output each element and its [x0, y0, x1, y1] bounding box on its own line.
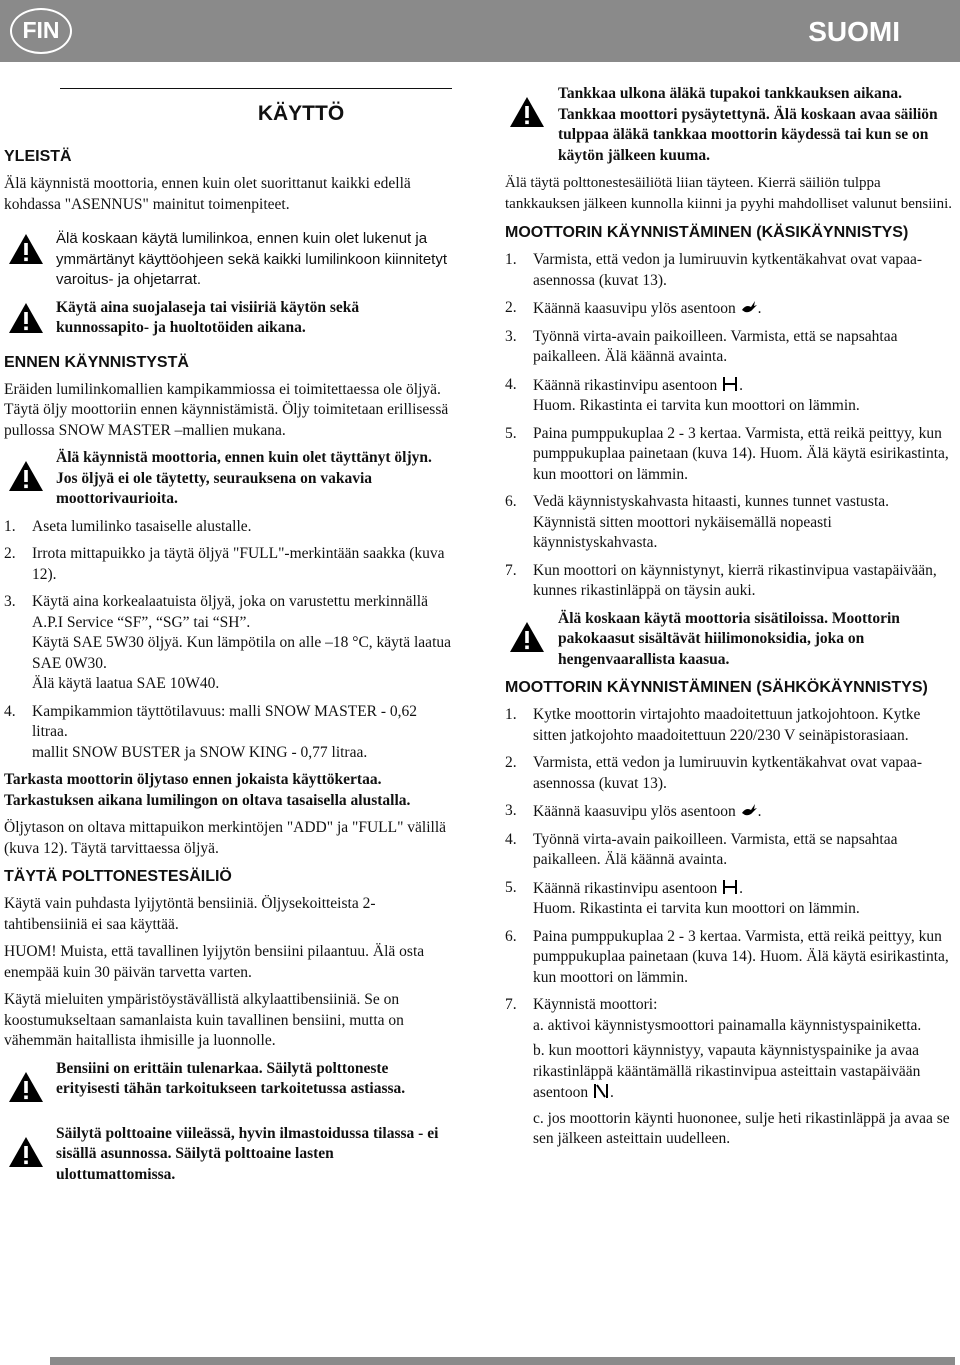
ennen-intro: Eräiden lumilinkomallien kampikammiossa ei toimitettaessa ole öljyä. Täytä öljy moottoriin ennen käynnistämistä. Öljy toimitetaan erillisessä pullossa SNOW MASTER –mallien mukana.	[4, 380, 449, 439]
fuel-p2: HUOM! Muista, että tavallinen lyijytön bensiini pilaantuu. Älä osta enempää kuin 30 päivän tarvetta varten.	[4, 943, 425, 981]
warning-icon	[509, 621, 545, 653]
list-item: 4. Työnnä virta-avain paikoilleen. Varmista, että se napsahtaa paikalleen. Älä käännä avainta.	[505, 830, 898, 868]
list-item: 2. Irrota mittapuikko ja täytä öljyä "FULL"-merkintään saakka (kuva 12).	[4, 545, 445, 583]
warning-no-oil: Älä käynnistä moottoria, ennen kuin olet täyttänyt öljyn. Jos öljyä ei ole täytetty, seurauksena on vakavia moottorivaurioita.	[4, 448, 452, 510]
list-item: 2. Käännä kaasuvipu ylös asentoon .	[505, 299, 762, 317]
warning-indoors: Älä koskaan käytä moottoria sisätiloissa. Moottorin pakokaasut sisältävät hiilimonoksidia, joka on hengenvaarallista kaasua.	[505, 609, 953, 671]
choke-icon	[721, 375, 739, 393]
heading-manual-start: MOOTTORIN KÄYNNISTÄMINEN (KÄSIKÄYNNISTYS)	[505, 224, 909, 241]
fill-note: Älä täytä polttonestesäiliötä liian täyteen. Kierrä säiliön tulppa tankkauksen jälkeen kunnolla kiinni ja pyyhi mahdolliset valunut bensiini.	[505, 175, 953, 212]
rabbit-icon	[740, 801, 758, 819]
section-title: KÄYTTÖ	[257, 102, 345, 125]
oil-steps	[4, 517, 452, 764]
warning-icon	[8, 302, 44, 334]
warning-icon	[509, 96, 545, 128]
list-item: 1. Varmista, että vedon ja lumiruuvin kytkentäkahvat ovat vapaa-asennossa (kuvat 13).	[505, 251, 923, 289]
warning-icon	[8, 460, 44, 492]
rabbit-icon	[740, 298, 758, 316]
list-item: 6. Paina pumppukuplaa 2 - 3 kertaa. Varmista, että reikä peittyy, kun pumppukuplaa painetaan (kuva 14). Huom. Älä käytä esirikastinta, kun moottori on lämmin.	[505, 927, 949, 986]
list-item: 7. Käynnistä moottori: a. aktivoi käynnistysmoottori painamalla käynnistyspainiketta. b. kun moottori käynnistyy, vapauta käynnistyspainike ja avaa rikastinläppä kääntämällä rikastinvipua asteittain vastapäivään asentoon . c. jos moottorin käynti huononee, sulje heti rikastinläppä ja avaa se sen jälkeen asteittain uudelleen.	[505, 995, 953, 1150]
list-item: 3. Työnnä virta-avain paikoilleen. Varmista, että se napsahtaa paikalleen. Älä käännä avainta.	[505, 327, 898, 365]
list-item: 1. Kytke moottorin virtajohto maadoitettuun jatkojohtoon. Kytke sitten jatkojohto maadoitettuun 220/230 V seinäpistorasiaan.	[505, 706, 921, 744]
section-rule	[60, 88, 452, 89]
manual-start-steps	[505, 250, 953, 602]
list-item: 7. Kun moottori on käynnistynyt, kierrä rikastinvipua vastapäivään, kunnes rikastinläppä on täysin auki.	[505, 561, 937, 599]
warning-flammable: Bensiini on erittäin tulenarkaa. Säilytä polttoneste erityisesti tähän tarkoitukseen tarkoitetussa astiassa.	[4, 1059, 452, 1117]
oil-check-note: Tarkasta moottorin öljytaso ennen jokaista käyttökertaa. Tarkastuksen aikana lumilingon on oltava tasaisella alustalla.	[4, 771, 411, 809]
language-title: SUOMI	[808, 16, 900, 47]
oil-level-note: Öljytason on oltava mittapuikon merkintöjen "ADD" ja "FULL" välillä (kuva 12). Täytä tarvittaessa öljyä.	[4, 819, 447, 857]
warning-storage: Säilytä polttoaine viileässä, hyvin ilmastoidussa tilassa - ei sisällä asunnossa. Säilytä polttoaine lasten ulottumattomissa.	[4, 1124, 452, 1186]
choke-icon	[721, 878, 739, 896]
right-column	[505, 84, 953, 1157]
list-item: 3. Käytä aina korkealaatuista öljyä, joka on varustettu merkinnällä A.P.I Service “SF”, “SG” tai “SH”. Käytä SAE 5W30 öljyä. Kun lämpötila on alle –18 °C, käytä laatua SAE 0W30. Älä käytä laatua SAE 10W40.	[4, 593, 451, 692]
list-item: 2. Varmista, että vedon ja lumiruuvin kytkentäkahvat ovat vapaa-asennossa (kuvat 13).	[505, 754, 923, 792]
list-item: 1. Aseta lumilinko tasaiselle alustalle.	[4, 517, 252, 535]
list-item: 4. Käännä rikastinvipu asentoon . Huom. Rikastinta ei tarvita kun moottori on lämmin.	[505, 375, 860, 414]
language-badge: FIN	[10, 8, 72, 54]
substep-a: a. aktivoi käynnistysmoottori painamalla käynnistyspainiketta.	[533, 1016, 922, 1034]
substep-c: c. jos moottorin käynti huononee, sulje heti rikastinläppä ja avaa se sen jälkeen asteittain uudelleen.	[533, 1109, 950, 1147]
warning-read-manual: Älä koskaan käytä lumilinkoa, ennen kuin olet lukenut ja ymmärtänyt käyttöohjeen sekä kaikki lumilinkoon kiinnitetyt varoitus- ja ohjetarrat.	[4, 229, 452, 291]
yleista-intro: Älä käynnistä moottoria, ennen kuin olet suorittanut kaikki edellä kohdassa "ASENNUS" mainitut toimenpiteet.	[4, 175, 411, 213]
heading-tayta: TÄYTÄ POLTTONESTESÄILIÖ	[4, 868, 232, 885]
electric-start-steps	[505, 705, 953, 1150]
fuel-p1: Käytä vain puhdasta lyijytöntä bensiiniä. Öljysekoitteista 2-tahtibensiiniä ei saa käyttää.	[4, 895, 376, 933]
choke-open-icon	[592, 1082, 610, 1100]
list-item: 5. Paina pumppukuplaa 2 - 3 kertaa. Varmista, että reikä peittyy, kun pumppukuplaa painetaan (kuva 14). Huom. Älä käytä esirikastinta, kun moottori on lämmin.	[505, 424, 949, 483]
footer-bar	[50, 1357, 955, 1365]
left-column	[4, 146, 452, 1192]
list-item: 6. Vedä käynnistyskahvasta hitaasti, kunnes tunnet vastusta. Käynnistä sitten moottori nykäisemällä nopeasti käynnistyskahvasta.	[505, 493, 890, 551]
list-item: 5. Käännä rikastinvipu asentoon . Huom. Rikastinta ei tarvita kun moottori on lämmin.	[505, 878, 860, 917]
list-item: 4. Kampikammion täyttötilavuus: malli SNOW MASTER - 0,62 litraa. mallit SNOW BUSTER ja SNOW KING - 0,77 litraa.	[4, 702, 418, 761]
page-header	[0, 0, 960, 62]
heading-yleista: YLEISTÄ	[4, 148, 72, 165]
heading-electric-start: MOOTTORIN KÄYNNISTÄMINEN (SÄHKÖKÄYNNISTYS)	[505, 679, 928, 696]
warning-icon	[8, 1136, 44, 1168]
heading-ennen: ENNEN KÄYNNISTYSTÄ	[4, 353, 189, 371]
warning-icon	[8, 233, 44, 265]
list-item: 3. Käännä kaasuvipu ylös asentoon .	[505, 802, 762, 820]
fuel-p3: Käytä mieluiten ympäristöystävällistä alkylaattibensiiniä. Se on koostumukseltaan samanlaista kuin tavallinen bensiini, mutta on vähemmän haitallista ihmisille ja luonnolle.	[4, 991, 404, 1049]
warning-goggles: Käytä aina suojalaseja tai visiiriä käytön sekä kunnossapito- ja huoltotöiden aikana.	[4, 298, 452, 342]
warning-refuel: Tankkaa ulkona äläkä tupakoi tankkauksen aikana. Tankkaa moottori pysäytettynä. Älä koskaan avaa säiliön tulppaa äläkä tankkaa moottorin käydessä tai kun se on käytön jälkeen kuuma.	[505, 84, 953, 166]
warning-icon	[8, 1071, 44, 1103]
substep-b: b. kun moottori käynnistyy, vapauta käynnistyspainike ja avaa rikastinläppä kääntämällä rikastinvipua asteittain vastapäivään asentoon .	[533, 1042, 921, 1101]
